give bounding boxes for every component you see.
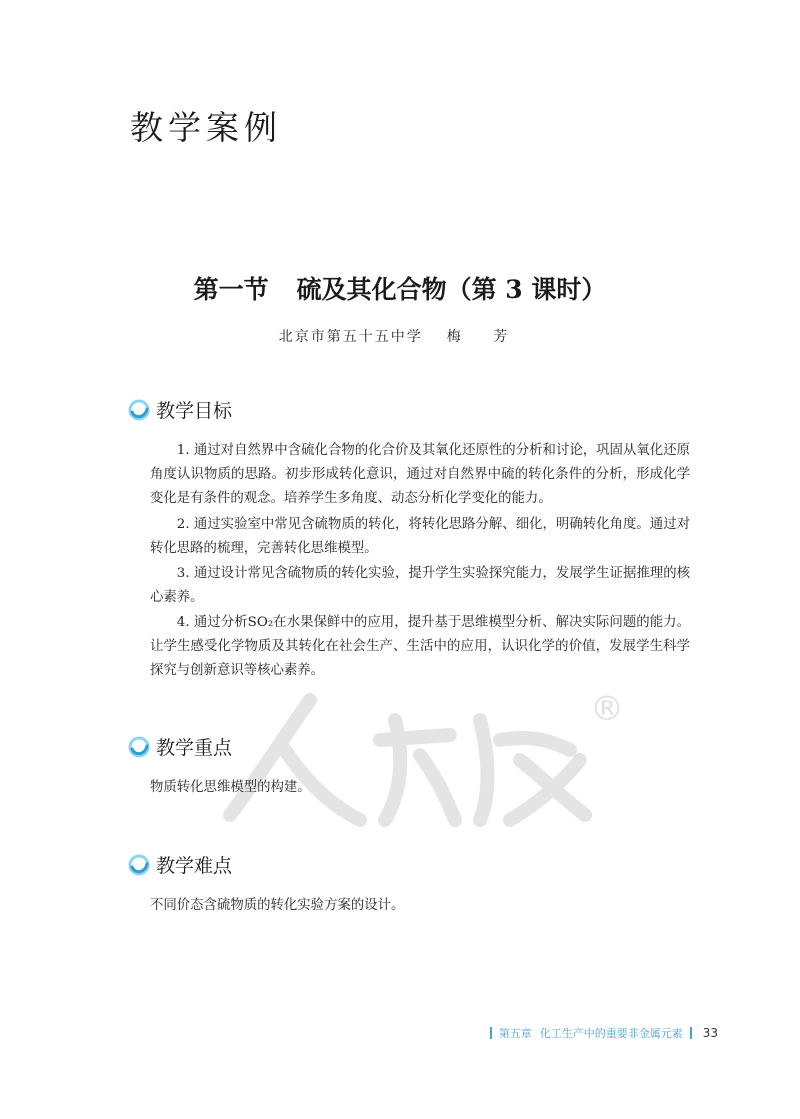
watermark-text: 人教版: [190, 680, 193, 681]
page-number: 33: [702, 1026, 718, 1040]
footer-divider: [490, 1027, 492, 1039]
lesson-title: [0, 270, 800, 306]
key-points-text: 物质转化思维模型的构建。: [150, 780, 311, 795]
section-number: 第一节: [193, 275, 269, 304]
author-school: 北京市第五十五中学: [278, 329, 423, 345]
swirl-icon: [128, 399, 150, 421]
swirl-icon: [128, 736, 150, 758]
section-heading-difficulties-text: 教学难点: [156, 855, 233, 877]
goal-item-1: 1. 通过对自然界中含硫化合物的化合价及其氧化还原性的分析和讨论，巩固从氧化还原角度认识物质的思路。初步形成转化意识，通过对自然界中硫的转化条件的分析，形成化学变化是有条件的观念。培养学生多角度、动态分析化学变化的能力。: [150, 443, 690, 506]
watermark-logo: [190, 680, 630, 840]
footer-chapter-title: 化工生产中的重要非金属元素: [539, 1027, 683, 1040]
section-heading-difficulties: [128, 851, 232, 878]
footer-chapter: 第五章: [498, 1027, 532, 1040]
swirl-icon: [128, 854, 150, 876]
section-heading-key-points: [128, 733, 232, 760]
section-heading-goals: [128, 396, 232, 423]
difficulties-text: 不同价态含硫物质的转化实验方案的设计。: [150, 898, 405, 913]
author-line: [0, 326, 800, 346]
page-heading: 教学案例: [130, 108, 282, 147]
goal-item-4: 4. 通过分析SO₂在水果保鲜中的应用，提升基于思维模型分析、解决实际问题的能力。让学生感受化学物质及其转化在社会生产、生活中的应用，认识化学的价值，发展学生科学探究与创新意识等核心素养。: [150, 615, 690, 678]
section-heading-key-points-text: 教学重点: [156, 737, 233, 759]
goal-item-3: 3. 通过设计常见含硫物质的转化实验，提升学生实验探究能力，发展学生证据推理的核心素养。: [150, 566, 690, 605]
lesson-title-text: 硫及其化合物（第 3 课时）: [296, 275, 607, 304]
section-heading-goals-text: 教学目标: [156, 400, 233, 422]
page-footer: [483, 1025, 718, 1041]
goal-item-2: 2. 通过实验室中常见含硫物质的转化，将转化思路分解、细化，明确转化角度。通过对转化思路的梳理，完善转化思维模型。: [150, 517, 690, 556]
author-name: 梅 芳: [446, 329, 522, 345]
footer-divider: [690, 1027, 692, 1039]
watermark-registered: ®: [590, 689, 624, 729]
